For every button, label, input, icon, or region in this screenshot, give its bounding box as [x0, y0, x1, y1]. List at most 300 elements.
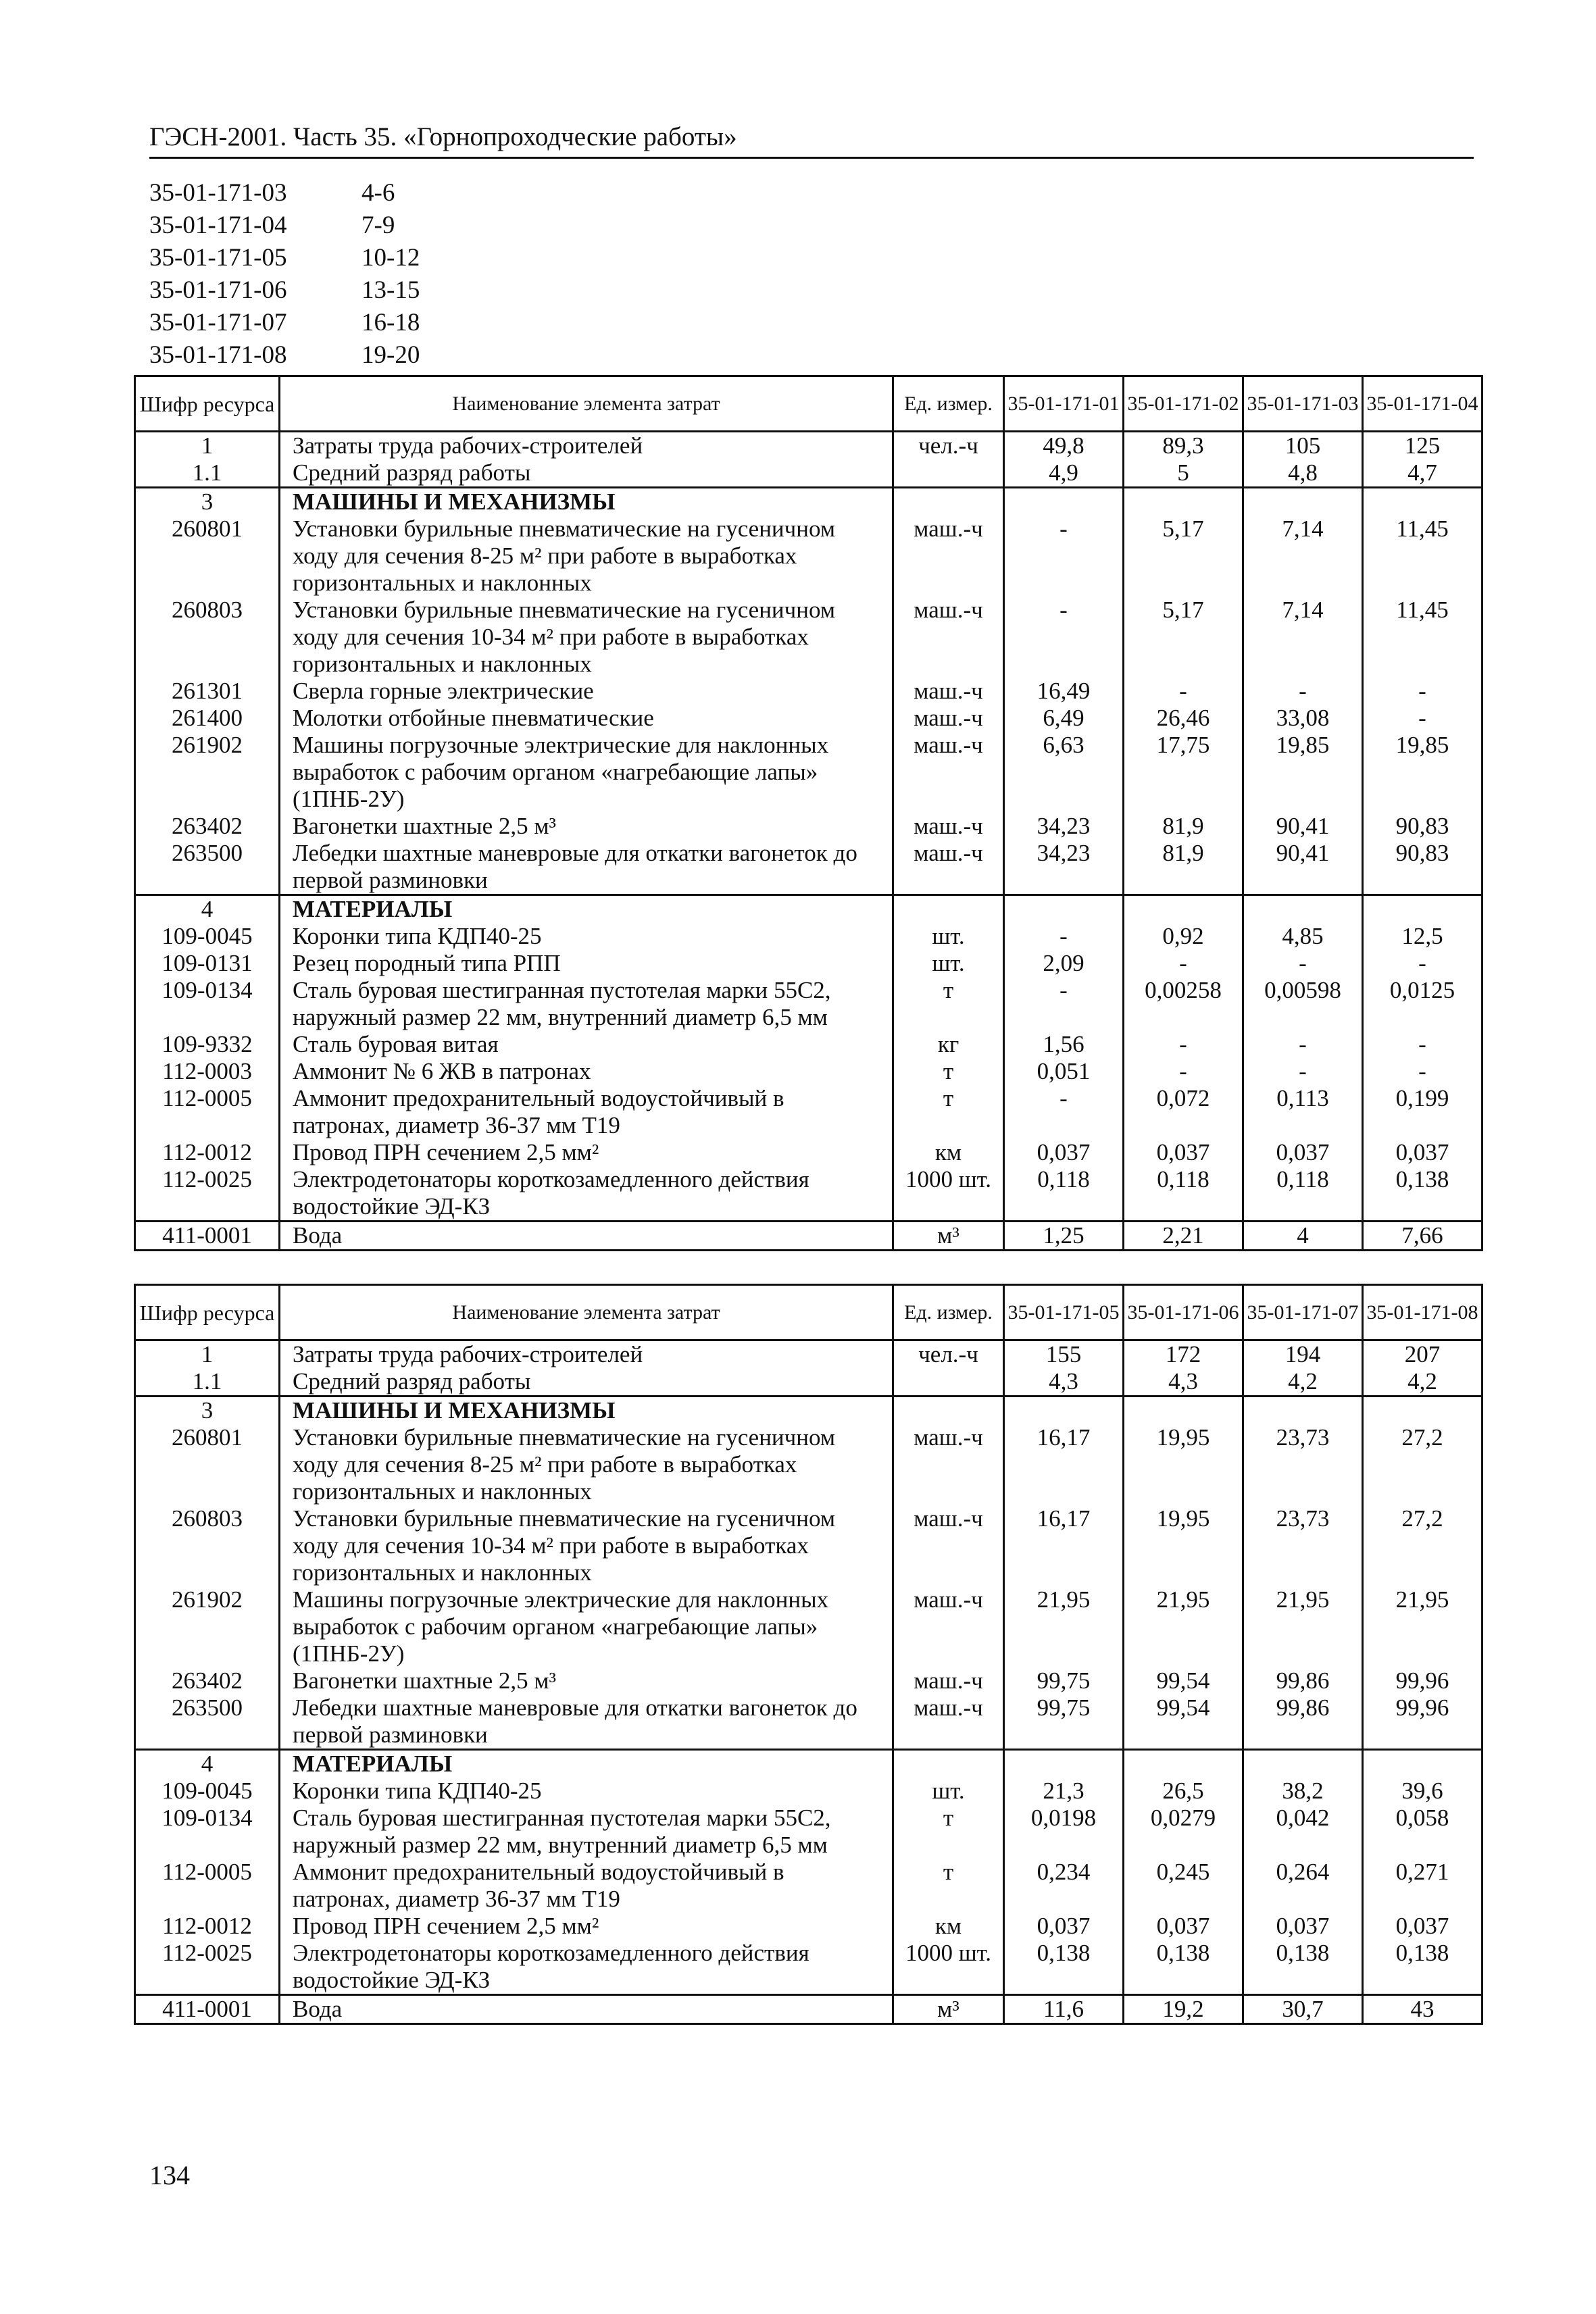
header-col-4: 35-01-171-04: [1363, 376, 1482, 432]
cell-value: -: [1363, 1058, 1482, 1085]
cell-value: 81,9: [1124, 840, 1243, 895]
cell-value: 39,6: [1363, 1778, 1482, 1805]
cell-code: 4: [135, 895, 280, 924]
cell-name: Молотки отбойные пневматические: [280, 705, 893, 732]
cell-value: 0,92: [1124, 923, 1243, 950]
cell-value: 11,45: [1363, 597, 1482, 678]
cell-value: -: [1004, 597, 1124, 678]
cell-unit: маш.-ч: [893, 515, 1004, 597]
cell-value: 2,09: [1004, 950, 1124, 977]
cell-value: 90,83: [1363, 813, 1482, 840]
cell-value: 23,73: [1243, 1424, 1363, 1505]
cell-value: 23,73: [1243, 1505, 1363, 1586]
cell-code: 109-0134: [135, 977, 280, 1031]
table-row: [135, 1166, 1482, 1222]
cell-name: Сталь буровая шестигранная пустотелая марки 55С2, наружный размер 22 мм, внутренний диаметр 6,5 мм: [280, 977, 893, 1031]
cell-value: 99,86: [1243, 1694, 1363, 1750]
cell-value: 7,14: [1243, 597, 1363, 678]
cell-value: -: [1243, 1031, 1363, 1058]
cell-value: 99,96: [1363, 1694, 1482, 1750]
cell-name: Аммонит предохранительный водоустойчивый в патронах, диаметр 36-37 мм Т19: [280, 1085, 893, 1139]
cell-name: Средний разряд работы: [280, 459, 893, 488]
cell-unit: [893, 1368, 1004, 1397]
cell-value: 27,2: [1363, 1424, 1482, 1505]
cell-value: -: [1243, 1058, 1363, 1085]
cell-name: Провод ПРН сечением 2,5 мм²: [280, 1139, 893, 1166]
cell-code: 263500: [135, 840, 280, 895]
index-code: 35-01-171-06: [149, 276, 287, 304]
cell-code: 411-0001: [135, 1995, 280, 2024]
page-header: [149, 120, 1474, 159]
table-row: [135, 515, 1482, 597]
cell-unit: т: [893, 1805, 1004, 1859]
header-col-3: 35-01-171-07: [1243, 1285, 1363, 1340]
cell-value: 0,138: [1363, 1166, 1482, 1222]
cell-code: 263402: [135, 1667, 280, 1694]
cell-name: МАТЕРИАЛЫ: [280, 895, 893, 924]
cell-value: 0,118: [1004, 1166, 1124, 1222]
header-name: Наименование элемента затрат: [280, 1285, 893, 1340]
cell-value: 99,75: [1004, 1667, 1124, 1694]
header-col-1: 35-01-171-01: [1004, 376, 1124, 432]
cell-unit: 1000 шт.: [893, 1940, 1004, 1995]
cell-value: 12,5: [1363, 923, 1482, 950]
cell-name: Установки бурильные пневматические на гусеничном ходу для сечения 8-25 м² при работе в выработках горизонтальных и наклонных: [280, 1424, 893, 1505]
cell-value: 5,17: [1124, 597, 1243, 678]
cell-name: Вагонетки шахтные 2,5 м³: [280, 813, 893, 840]
cell-value: 34,23: [1004, 840, 1124, 895]
cell-value: 16,17: [1004, 1505, 1124, 1586]
cell-value: 19,95: [1124, 1424, 1243, 1505]
cell-value: 21,95: [1363, 1586, 1482, 1667]
table-row: [135, 432, 1482, 460]
cell-value: -: [1124, 678, 1243, 705]
cell-value: 7,66: [1363, 1222, 1482, 1251]
table-row: [135, 1805, 1482, 1859]
cell-value: 0,245: [1124, 1859, 1243, 1913]
cell-value: 19,95: [1124, 1505, 1243, 1586]
cell-unit: 1000 шт.: [893, 1166, 1004, 1222]
cell-name: Аммонит предохранительный водоустойчивый в патронах, диаметр 36-37 мм Т19: [280, 1859, 893, 1913]
cell-name: Лебедки шахтные маневровые для откатки вагонеток до первой разминовки: [280, 840, 893, 895]
header-name: Наименование элемента затрат: [280, 376, 893, 432]
cell-code: 112-0012: [135, 1139, 280, 1166]
header-title: ГЭСН-2001. Часть 35. «Горнопроходческие работы»: [149, 122, 737, 151]
cell-value: 4,2: [1363, 1368, 1482, 1397]
cell-name: Коронки типа КДП40-25: [280, 1778, 893, 1805]
cell-value: [1124, 895, 1243, 924]
cell-unit: [893, 459, 1004, 488]
cell-value: 0,199: [1363, 1085, 1482, 1139]
header-unit: Ед. измер.: [893, 1285, 1004, 1340]
cell-value: -: [1243, 950, 1363, 977]
index-row: [149, 177, 497, 209]
cell-value: 4: [1243, 1222, 1363, 1251]
cell-name: Сталь буровая витая: [280, 1031, 893, 1058]
cell-value: 5,17: [1124, 515, 1243, 597]
cell-value: 0,037: [1363, 1139, 1482, 1166]
table-row: [135, 977, 1482, 1031]
cell-code: 112-0003: [135, 1058, 280, 1085]
cell-code: 109-0134: [135, 1805, 280, 1859]
cell-unit: [893, 895, 1004, 924]
cell-unit: [893, 1397, 1004, 1425]
resource-table-2: [134, 1284, 1483, 2025]
cell-value: 4,9: [1004, 459, 1124, 488]
cell-value: -: [1363, 1031, 1482, 1058]
cell-name: Сверла горные электрические: [280, 678, 893, 705]
cell-value: 0,118: [1124, 1166, 1243, 1222]
table-row: [135, 895, 1482, 924]
cell-code: 3: [135, 1397, 280, 1425]
cell-code: 260801: [135, 515, 280, 597]
cell-name: Установки бурильные пневматические на гусеничном ходу для сечения 10-34 м² при работе в выработках горизонтальных и наклонных: [280, 1505, 893, 1586]
cell-unit: маш.-ч: [893, 1667, 1004, 1694]
cell-value: 90,41: [1243, 813, 1363, 840]
cell-unit: км: [893, 1913, 1004, 1940]
cell-value: 6,63: [1004, 732, 1124, 813]
cell-value: 89,3: [1124, 432, 1243, 460]
cell-code: 3: [135, 488, 280, 516]
cell-code: 261301: [135, 678, 280, 705]
cell-code: 112-0025: [135, 1166, 280, 1222]
cell-code: 263402: [135, 813, 280, 840]
cell-unit: м³: [893, 1222, 1004, 1251]
cell-code: 109-0131: [135, 950, 280, 977]
table-row: [135, 1397, 1482, 1425]
cell-name: Машины погрузочные электрические для наклонных выработок с рабочим органом «нагребающие лапы» (1ПНБ-2У): [280, 732, 893, 813]
cell-value: [1363, 1750, 1482, 1778]
cell-code: 4: [135, 1750, 280, 1778]
cell-unit: маш.-ч: [893, 732, 1004, 813]
cell-value: 16,49: [1004, 678, 1124, 705]
cell-name: Установки бурильные пневматические на гусеничном ходу для сечения 8-25 м² при работе в выработках горизонтальных и наклонных: [280, 515, 893, 597]
cell-name: Затраты труда рабочих-строителей: [280, 432, 893, 460]
cell-value: 26,46: [1124, 705, 1243, 732]
cell-value: -: [1004, 1085, 1124, 1139]
cell-value: 0,00258: [1124, 977, 1243, 1031]
cell-value: 0,037: [1124, 1913, 1243, 1940]
cell-value: 4,3: [1004, 1368, 1124, 1397]
cell-value: -: [1363, 950, 1482, 977]
cell-value: 0,042: [1243, 1805, 1363, 1859]
cell-name: Электродетонаторы короткозамедленного действия водостойкие ЭД-КЗ: [280, 1166, 893, 1222]
index-range: 10-12: [361, 244, 420, 272]
cell-value: [1004, 1397, 1124, 1425]
cell-value: -: [1363, 678, 1482, 705]
cell-name: Сталь буровая шестигранная пустотелая марки 55С2, наружный размер 22 мм, внутренний диаметр 6,5 мм: [280, 1805, 893, 1859]
cell-value: -: [1124, 1031, 1243, 1058]
cell-value: 0,00598: [1243, 977, 1363, 1031]
cell-value: [1243, 488, 1363, 516]
table-row: [135, 1031, 1482, 1058]
cell-value: 207: [1363, 1340, 1482, 1369]
table-row: [135, 1085, 1482, 1139]
resource-table-1: [134, 375, 1483, 1251]
cell-value: 49,8: [1004, 432, 1124, 460]
table-row: [135, 1913, 1482, 1940]
cell-code: 261902: [135, 732, 280, 813]
cell-value: [1004, 1750, 1124, 1778]
cell-name: Аммонит № 6 ЖВ в патронах: [280, 1058, 893, 1085]
cell-value: 0,072: [1124, 1085, 1243, 1139]
cell-value: 11,45: [1363, 515, 1482, 597]
index-range: 16-18: [361, 309, 420, 336]
header-col-3: 35-01-171-03: [1243, 376, 1363, 432]
cell-unit: кг: [893, 1031, 1004, 1058]
cell-value: 0,037: [1363, 1913, 1482, 1940]
cell-value: 105: [1243, 432, 1363, 460]
index-row: [149, 307, 497, 339]
cell-value: 0,037: [1243, 1139, 1363, 1166]
header-code: Шифр ресурса: [135, 376, 280, 432]
cell-unit: [893, 488, 1004, 516]
cell-value: 99,86: [1243, 1667, 1363, 1694]
cell-unit: шт.: [893, 1778, 1004, 1805]
cell-code: 112-0012: [135, 1913, 280, 1940]
cell-value: 30,7: [1243, 1995, 1363, 2024]
cell-value: [1124, 1397, 1243, 1425]
cell-name: Вагонетки шахтные 2,5 м³: [280, 1667, 893, 1694]
cell-value: 90,41: [1243, 840, 1363, 895]
cell-value: 43: [1363, 1995, 1482, 2024]
cell-unit: [893, 1750, 1004, 1778]
cell-code: 261400: [135, 705, 280, 732]
cell-code: 112-0005: [135, 1859, 280, 1913]
cell-value: 17,75: [1124, 732, 1243, 813]
cell-unit: маш.-ч: [893, 1505, 1004, 1586]
cell-unit: км: [893, 1139, 1004, 1166]
index-range: 4-6: [361, 179, 395, 207]
cell-value: [1124, 488, 1243, 516]
cell-unit: маш.-ч: [893, 678, 1004, 705]
cell-unit: маш.-ч: [893, 840, 1004, 895]
cell-value: 0,0279: [1124, 1805, 1243, 1859]
index-row: [149, 209, 497, 242]
cell-value: -: [1124, 1058, 1243, 1085]
table-row: [135, 488, 1482, 516]
table-row: [135, 459, 1482, 488]
cell-value: 0,037: [1004, 1139, 1124, 1166]
index-range: 19-20: [361, 341, 420, 369]
table-row: [135, 1139, 1482, 1166]
cell-value: 1,25: [1004, 1222, 1124, 1251]
cell-code: 260803: [135, 597, 280, 678]
cell-value: 0,138: [1004, 1940, 1124, 1995]
cell-value: 194: [1243, 1340, 1363, 1369]
cell-name: МАТЕРИАЛЫ: [280, 1750, 893, 1778]
cell-unit: шт.: [893, 950, 1004, 977]
index-code: 35-01-171-07: [149, 309, 287, 336]
cell-value: 5: [1124, 459, 1243, 488]
cell-value: 155: [1004, 1340, 1124, 1369]
cell-value: [1243, 1750, 1363, 1778]
cell-value: 1,56: [1004, 1031, 1124, 1058]
cell-value: 4,2: [1243, 1368, 1363, 1397]
cell-value: 4,85: [1243, 923, 1363, 950]
table-row: [135, 1222, 1482, 1251]
cell-unit: маш.-ч: [893, 705, 1004, 732]
cell-value: 0,138: [1243, 1940, 1363, 1995]
cell-value: -: [1004, 977, 1124, 1031]
cell-name: Вода: [280, 1222, 893, 1251]
table-row: [135, 1058, 1482, 1085]
table-row: [135, 813, 1482, 840]
cell-value: 99,75: [1004, 1694, 1124, 1750]
cell-name: Провод ПРН сечением 2,5 мм²: [280, 1913, 893, 1940]
cell-unit: т: [893, 1085, 1004, 1139]
index-code: 35-01-171-08: [149, 341, 287, 369]
table-row: [135, 1750, 1482, 1778]
cell-value: 90,83: [1363, 840, 1482, 895]
page-number: 134: [149, 2160, 190, 2190]
cell-value: 27,2: [1363, 1505, 1482, 1586]
index-code: 35-01-171-04: [149, 211, 287, 239]
header-unit: Ед. измер.: [893, 376, 1004, 432]
cell-value: 19,85: [1243, 732, 1363, 813]
cell-value: 7,14: [1243, 515, 1363, 597]
cell-code: 112-0025: [135, 1940, 280, 1995]
cell-unit: маш.-ч: [893, 597, 1004, 678]
table-row: [135, 950, 1482, 977]
cell-unit: т: [893, 977, 1004, 1031]
cell-value: 0,037: [1004, 1913, 1124, 1940]
cell-value: 0,138: [1363, 1940, 1482, 1995]
table-row: [135, 840, 1482, 895]
cell-value: 125: [1363, 432, 1482, 460]
cell-code: 411-0001: [135, 1222, 280, 1251]
cell-code: 109-9332: [135, 1031, 280, 1058]
table-row: [135, 1940, 1482, 1995]
cell-value: 4,8: [1243, 459, 1363, 488]
cell-name: Машины погрузочные электрические для наклонных выработок с рабочим органом «нагребающие лапы» (1ПНБ-2У): [280, 1586, 893, 1667]
cell-unit: м³: [893, 1995, 1004, 2024]
cell-name: Затраты труда рабочих-строителей: [280, 1340, 893, 1369]
cell-name: МАШИНЫ И МЕХАНИЗМЫ: [280, 1397, 893, 1425]
table-row: [135, 1778, 1482, 1805]
table-row: [135, 597, 1482, 678]
cell-code: 109-0045: [135, 923, 280, 950]
cell-name: Электродетонаторы короткозамедленного действия водостойкие ЭД-КЗ: [280, 1940, 893, 1995]
cell-unit: маш.-ч: [893, 1694, 1004, 1750]
cell-value: 34,23: [1004, 813, 1124, 840]
cell-value: 21,95: [1124, 1586, 1243, 1667]
cell-value: 0,058: [1363, 1805, 1482, 1859]
cell-unit: чел.-ч: [893, 432, 1004, 460]
cell-value: 0,051: [1004, 1058, 1124, 1085]
cell-value: -: [1243, 678, 1363, 705]
cell-code: 1.1: [135, 1368, 280, 1397]
index-list: [149, 177, 497, 372]
table-row: [135, 1995, 1482, 2024]
cell-value: 21,3: [1004, 1778, 1124, 1805]
cell-value: 21,95: [1004, 1586, 1124, 1667]
cell-name: Резец породный типа РПП: [280, 950, 893, 977]
cell-unit: маш.-ч: [893, 1586, 1004, 1667]
cell-value: -: [1124, 950, 1243, 977]
header-code: Шифр ресурса: [135, 1285, 280, 1340]
cell-name: Установки бурильные пневматические на гусеничном ходу для сечения 10-34 м² при работе в выработках горизонтальных и наклонных: [280, 597, 893, 678]
index-range: 13-15: [361, 276, 420, 304]
cell-value: 26,5: [1124, 1778, 1243, 1805]
index-code: 35-01-171-03: [149, 179, 287, 207]
cell-value: -: [1004, 515, 1124, 597]
cell-value: 11,6: [1004, 1995, 1124, 2024]
cell-code: 112-0005: [135, 1085, 280, 1139]
cell-value: 19,85: [1363, 732, 1482, 813]
header-col-2: 35-01-171-06: [1124, 1285, 1243, 1340]
cell-value: 0,118: [1243, 1166, 1363, 1222]
cell-value: 21,95: [1243, 1586, 1363, 1667]
cell-value: [1124, 1750, 1243, 1778]
cell-code: 1.1: [135, 459, 280, 488]
table-row: [135, 1859, 1482, 1913]
table-row: [135, 678, 1482, 705]
header-col-2: 35-01-171-02: [1124, 376, 1243, 432]
table-row: [135, 705, 1482, 732]
cell-code: 263500: [135, 1694, 280, 1750]
cell-name: Лебедки шахтные маневровые для откатки вагонеток до первой разминовки: [280, 1694, 893, 1750]
cell-code: 260801: [135, 1424, 280, 1505]
cell-code: 1: [135, 1340, 280, 1369]
index-range: 7-9: [361, 211, 395, 239]
index-row: [149, 339, 497, 372]
table-header-row: [135, 376, 1482, 432]
table-row: [135, 1694, 1482, 1750]
cell-code: 1: [135, 432, 280, 460]
cell-value: 99,54: [1124, 1667, 1243, 1694]
cell-value: 0,113: [1243, 1085, 1363, 1139]
cell-value: 0,037: [1124, 1139, 1243, 1166]
cell-value: [1243, 895, 1363, 924]
cell-name: Коронки типа КДП40-25: [280, 923, 893, 950]
cell-code: 109-0045: [135, 1778, 280, 1805]
cell-value: 99,54: [1124, 1694, 1243, 1750]
cell-unit: чел.-ч: [893, 1340, 1004, 1369]
cell-value: 0,234: [1004, 1859, 1124, 1913]
cell-name: МАШИНЫ И МЕХАНИЗМЫ: [280, 488, 893, 516]
table-row: [135, 1340, 1482, 1369]
cell-value: [1243, 1397, 1363, 1425]
cell-unit: маш.-ч: [893, 1424, 1004, 1505]
cell-unit: т: [893, 1859, 1004, 1913]
table-row: [135, 923, 1482, 950]
table-row: [135, 1424, 1482, 1505]
cell-value: 2,21: [1124, 1222, 1243, 1251]
index-row: [149, 242, 497, 274]
cell-value: 0,138: [1124, 1940, 1243, 1995]
cell-value: 19,2: [1124, 1995, 1243, 2024]
cell-value: [1363, 488, 1482, 516]
table-row: [135, 1667, 1482, 1694]
cell-value: -: [1363, 705, 1482, 732]
cell-value: 4,7: [1363, 459, 1482, 488]
cell-value: 38,2: [1243, 1778, 1363, 1805]
cell-value: [1004, 488, 1124, 516]
cell-value: -: [1004, 923, 1124, 950]
cell-code: 260803: [135, 1505, 280, 1586]
cell-value: 0,271: [1363, 1859, 1482, 1913]
cell-unit: маш.-ч: [893, 813, 1004, 840]
cell-code: 261902: [135, 1586, 280, 1667]
header-col-1: 35-01-171-05: [1004, 1285, 1124, 1340]
cell-value: 0,037: [1243, 1913, 1363, 1940]
cell-value: [1363, 895, 1482, 924]
cell-value: 0,0198: [1004, 1805, 1124, 1859]
cell-value: 4,3: [1124, 1368, 1243, 1397]
cell-value: 99,96: [1363, 1667, 1482, 1694]
table-row: [135, 1586, 1482, 1667]
